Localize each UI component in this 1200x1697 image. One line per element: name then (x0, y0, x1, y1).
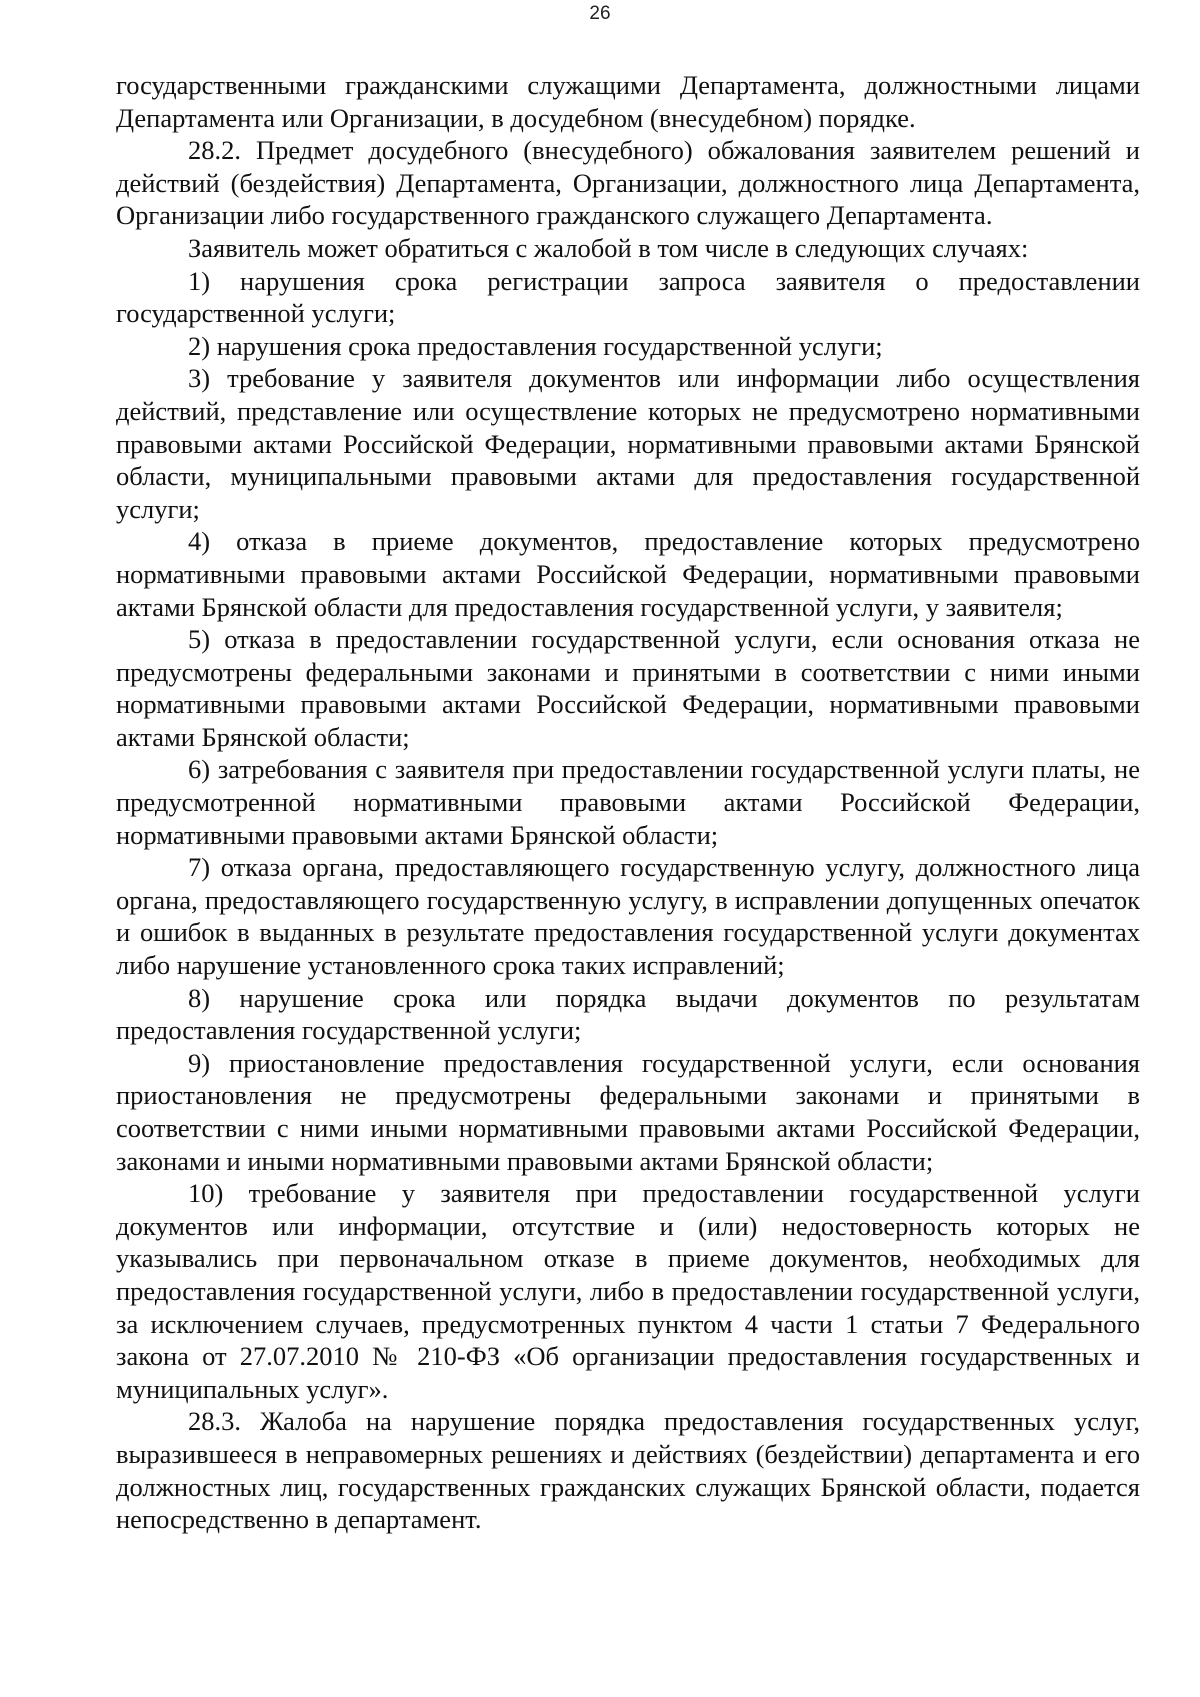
paragraph-28-3: 28.3. Жалоба на нарушение порядка предоставления государственных услуг, выразившееся в неправомерных решениях и действиях (бездействии) департамента и его должностных лиц, государственных гражданских служащих Брянской области, подается непосредственно в департамент. (116, 1406, 1140, 1535)
list-item-case-6: 6) затребования с заявителя при предоставлении государственной услуги платы, не предусмотренной нормативными правовыми актами Российской Федерации, нормативными правовыми актами Брянской области; (116, 754, 1140, 850)
list-item-case-2: 2) нарушения срока предоставления государственной услуги; (188, 330, 883, 361)
list-item-case-4: 4) отказа в приеме документов, предоставление которых предусмотрено нормативными правовыми актами Российской Федерации, нормативными правовыми актами Брянской области для предоставления государственной услуги, у заявителя; (116, 526, 1140, 622)
list-item-case-3: 3) требование у заявителя документов или информации либо осуществления действий, представление или осуществление которых не предусмотрено нормативными правовыми актами Российской Федерации, нормативными правовыми актами Брянской области, муниципальными правовыми актами для предоставления государственной услуги; (116, 363, 1140, 524)
list-item-case-8: 8) нарушение срока или порядка выдачи документов по результатам предоставления государственной услуги; (116, 982, 1140, 1046)
paragraph-continuation: государственными гражданскими служащими Департамента, должностными лицами Департамента или Организации, в досудебном (внесудебном) порядке. (116, 70, 1140, 133)
page-number: 26 (589, 3, 611, 24)
document-body (116, 69, 1140, 1536)
list-item-case-9: 9) приостановление предоставления государственной услуги, если основания приостановления не предусмотрены федеральными законами и принятыми в соответствии с ними иными нормативными правовыми актами Российской Федерации, законами и иными нормативными правовыми актами Брянской области; (116, 1047, 1140, 1176)
list-item-case-10: 10) требование у заявителя при предоставлении государственной услуги документов или информации, отсутствие и (или) недостоверность которых не указывались при первоначальном отказе в приеме документов, необходимых для предоставления государственной услуги, либо в предоставлении государственной услуги, за исключением случаев, предусмотренных пунктом 4 части 1 статьи 7 Федерального закона от 27.07.2010 № 210-ФЗ «Об организации предоставления государственных и муниципальных услуг». (116, 1178, 1140, 1404)
list-item-case-7: 7) отказа органа, предоставляющего государственную услугу, должностного лица органа, предоставляющего государственную услугу, в исправлении допущенных опечаток и ошибок в выданных в результате предоставления государственной услуги документах либо нарушение установленного срока таких исправлений; (116, 852, 1140, 981)
list-item-case-5: 5) отказа в предоставлении государственной услуги, если основания отказа не предусмотрены федеральными законами и принятыми в соответствии с ними иными нормативными правовыми актами Российской Федерации, нормативными правовыми актами Брянской области; (116, 624, 1140, 752)
paragraph-complaint-cases-intro: Заявитель может обратиться с жалобой в том числе в следующих случаях: (188, 232, 1029, 263)
paragraph-28-2: 28.2. Предмет досудебного (внесудебного) обжалования заявителем решений и действий (бездействия) Департамента, Организации, должностного лица Департамента, Организации либо государственного гражданского служащего Департамента. (116, 135, 1140, 231)
list-item-case-1: 1) нарушения срока регистрации запроса заявителя о предоставлении государственной услуги; (116, 265, 1140, 329)
